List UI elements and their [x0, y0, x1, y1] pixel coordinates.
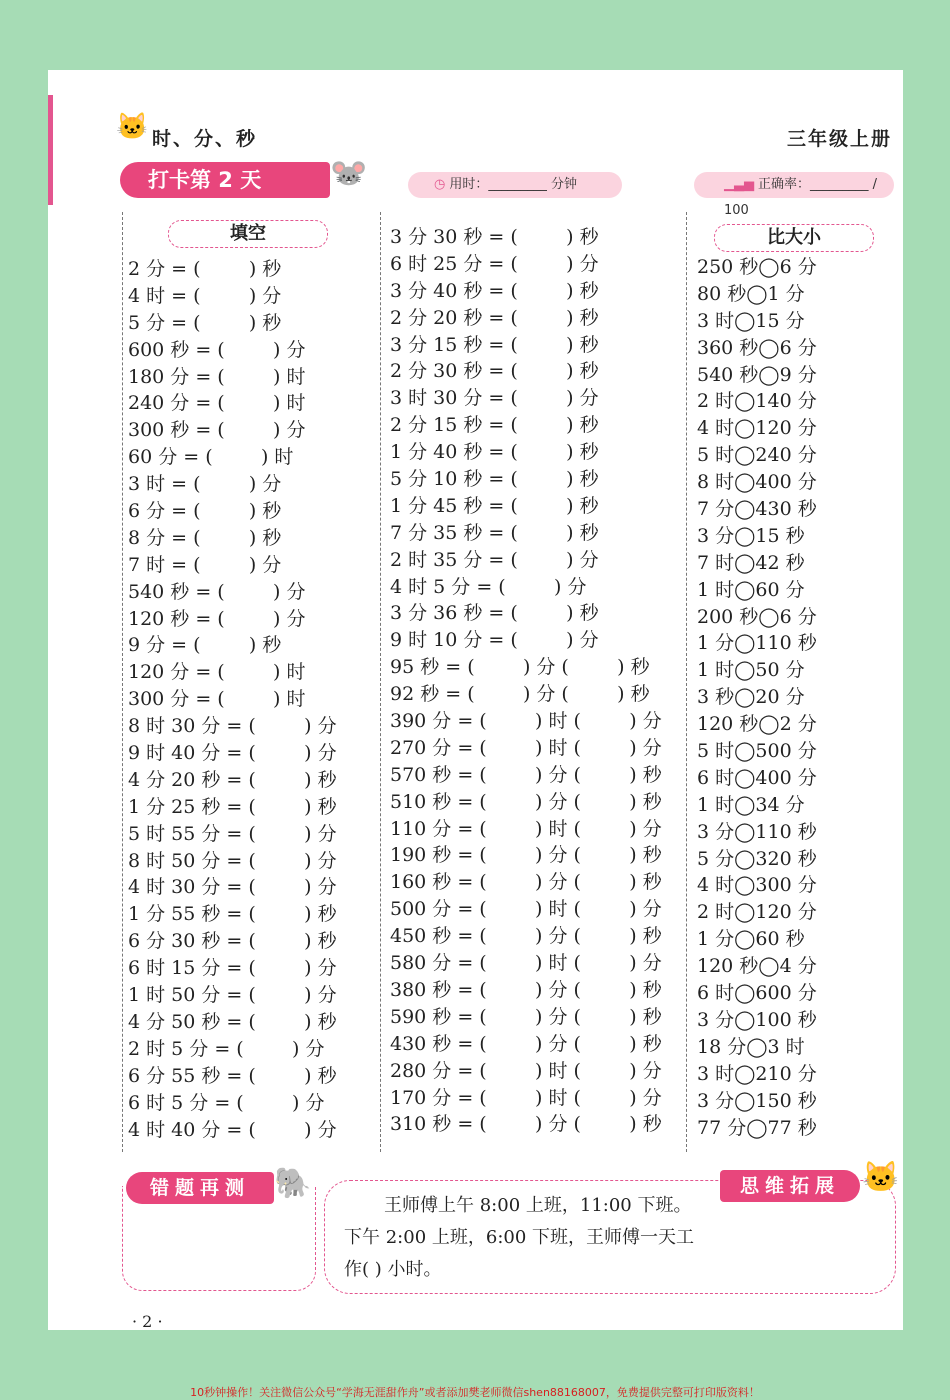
fill-blank-item: 310 秒 = ( ) 分 ( ) 秒 — [390, 1113, 662, 1136]
compare-item: 3 时◯210 分 — [697, 1062, 817, 1085]
day-banner — [120, 162, 330, 198]
fill-blank-item: 8 时 50 分 = ( ) 分 — [128, 849, 337, 872]
word-problem-line2: 下午 2:00 上班，6:00 下班，王师傅一天工 — [344, 1227, 695, 1248]
fill-blank-item: 510 秒 = ( ) 分 ( ) 秒 — [390, 790, 662, 813]
fill-blank-item: 300 分 = ( ) 时 — [128, 688, 306, 711]
fill-blank-item: 190 秒 = ( ) 分 ( ) 秒 — [390, 844, 662, 867]
compare-item: 5 时◯240 分 — [697, 444, 817, 467]
cat-mascot-icon-2: 🐱 — [862, 1160, 900, 1195]
fill-blank-item: 6 时 5 分 = ( ) 分 — [128, 1091, 325, 1114]
compare-item: 1 分◯60 秒 — [697, 928, 805, 951]
compare-item: 2 时◯140 分 — [697, 390, 817, 413]
fill-blank-item: 3 分 36 秒 = ( ) 秒 — [390, 602, 599, 625]
fill-blank-item: 6 时 15 分 = ( ) 分 — [128, 957, 337, 980]
elephant-mascot-icon: 🐘 — [274, 1166, 312, 1201]
fill-blank-item: 380 秒 = ( ) 分 ( ) 秒 — [390, 978, 662, 1001]
fill-blank-item: 9 分 = ( ) 秒 — [128, 634, 282, 657]
fill-blank-item: 8 时 30 分 = ( ) 分 — [128, 715, 337, 738]
fill-blank-item: 9 时 10 分 = ( ) 分 — [390, 629, 599, 652]
compare-item: 8 时◯400 分 — [697, 471, 817, 494]
compare-item: 4 时◯120 分 — [697, 417, 817, 440]
compare-item: 3 秒◯20 分 — [697, 686, 805, 709]
mouse-mascot-icon: 🐭 — [330, 156, 368, 191]
fill-blank-item: 4 时 30 分 = ( ) 分 — [128, 876, 337, 899]
compare-item: 5 时◯500 分 — [697, 740, 817, 763]
fill-blank-item: 95 秒 = ( ) 分 ( ) 秒 — [390, 656, 650, 679]
word-problem-line3: 作( ) 小时。 — [344, 1259, 442, 1280]
fill-blank-item: 3 时 30 分 = ( ) 分 — [390, 387, 599, 410]
fill-blank-item: 3 时 = ( ) 分 — [128, 473, 282, 496]
fill-blank-item: 300 秒 = ( ) 分 — [128, 419, 306, 442]
fill-blank-item: 430 秒 = ( ) 分 ( ) 秒 — [390, 1032, 662, 1055]
fill-blank-item: 9 时 40 分 = ( ) 分 — [128, 742, 337, 765]
compare-item: 3 分◯150 秒 — [697, 1089, 817, 1112]
day-banner-text: 打卡第 2 天 — [148, 168, 262, 192]
fill-blank-item: 6 时 25 分 = ( ) 分 — [390, 252, 599, 275]
compare-item: 77 分◯77 秒 — [697, 1116, 817, 1139]
fill-blank-item: 1 分 25 秒 = ( ) 秒 — [128, 795, 337, 818]
compare-item: 540 秒◯9 分 — [697, 363, 817, 386]
fill-blank-item: 2 时 5 分 = ( ) 分 — [128, 1037, 325, 1060]
compare-item: 1 分◯110 秒 — [697, 632, 817, 655]
fill-blank-item: 5 分 10 秒 = ( ) 秒 — [390, 468, 599, 491]
fill-blank-item: 570 秒 = ( ) 分 ( ) 秒 — [390, 763, 662, 786]
fill-blank-item: 390 分 = ( ) 时 ( ) 分 — [390, 710, 662, 733]
fill-blank-item: 240 分 = ( ) 时 — [128, 392, 306, 415]
time-pill — [408, 172, 622, 198]
fill-blank-item: 5 分 = ( ) 秒 — [128, 311, 282, 334]
compare-item: 1 时◯34 分 — [697, 793, 805, 816]
grade-label: 三年级上册 — [786, 128, 892, 150]
fill-blank-item: 500 分 = ( ) 时 ( ) 分 — [390, 898, 662, 921]
fill-blank-item: 590 秒 = ( ) 分 ( ) 秒 — [390, 1005, 662, 1028]
compare-item: 3 分◯15 秒 — [697, 524, 805, 547]
fill-blank-item: 4 时 5 分 = ( ) 分 — [390, 575, 587, 598]
fill-blank-item: 92 秒 = ( ) 分 ( ) 秒 — [390, 683, 650, 706]
fill-blank-item: 4 分 20 秒 = ( ) 秒 — [128, 768, 337, 791]
column-divider — [380, 212, 381, 1152]
unit-title: 时、分、秒 — [152, 128, 258, 150]
fill-blank-item: 7 分 35 秒 = ( ) 秒 — [390, 521, 599, 544]
fill-blank-tag: 填空 — [168, 220, 328, 248]
fill-blank-item: 170 分 = ( ) 时 ( ) 分 — [390, 1086, 662, 1109]
compare-item: 3 分◯100 秒 — [697, 1008, 817, 1031]
fill-blank-item: 2 分 = ( ) 秒 — [128, 258, 282, 280]
fill-blank-item: 2 时 35 分 = ( ) 分 — [390, 548, 599, 571]
clock-icon: ◷ — [434, 177, 446, 192]
fill-blank-item: 6 分 30 秒 = ( ) 秒 — [128, 930, 337, 953]
fill-blank-item: 540 秒 = ( ) 分 — [128, 580, 306, 603]
fill-blank-item: 3 分 15 秒 = ( ) 秒 — [390, 333, 599, 356]
fill-blank-item: 3 分 30 秒 = ( ) 秒 — [390, 226, 599, 248]
compare-item: 5 分◯320 秒 — [697, 847, 817, 870]
fill-blank-item: 4 时 = ( ) 分 — [128, 284, 282, 307]
fill-blank-item: 7 时 = ( ) 分 — [128, 553, 282, 576]
fill-blank-item: 160 秒 = ( ) 分 ( ) 秒 — [390, 871, 662, 894]
fill-blank-item: 8 分 = ( ) 秒 — [128, 526, 282, 549]
compare-item: 1 时◯60 分 — [697, 578, 805, 601]
compare-item: 7 时◯42 秒 — [697, 551, 805, 574]
accuracy-pill — [694, 172, 894, 218]
fill-blank-item: 2 分 15 秒 = ( ) 秒 — [390, 414, 599, 437]
fill-blank-item: 280 分 = ( ) 时 ( ) 分 — [390, 1059, 662, 1082]
fill-blank-item: 4 时 40 分 = ( ) 分 — [128, 1118, 337, 1141]
bar-chart-icon: ▁▃▅ — [724, 177, 754, 192]
compare-item: 6 时◯400 分 — [697, 766, 817, 789]
compare-column — [697, 254, 817, 1141]
fill-blank-item: 1 分 55 秒 = ( ) 秒 — [128, 903, 337, 926]
compare-tag: 比大小 — [714, 224, 874, 252]
compare-item: 18 分◯3 时 — [697, 1035, 805, 1058]
fill-blank-item: 6 分 = ( ) 秒 — [128, 500, 282, 523]
fill-blank-item: 120 分 = ( ) 时 — [128, 661, 306, 684]
fill-blank-item: 120 秒 = ( ) 分 — [128, 607, 306, 630]
compare-item: 1 时◯50 分 — [697, 659, 805, 682]
retry-tag: 错题再测 — [126, 1172, 274, 1204]
fill-blank-column-1 — [128, 256, 337, 1143]
page-edge-accent — [48, 95, 53, 205]
fill-blank-item: 1 时 50 分 = ( ) 分 — [128, 984, 337, 1007]
fill-blank-item: 1 分 40 秒 = ( ) 秒 — [390, 441, 599, 464]
compare-item: 360 秒◯6 分 — [697, 336, 817, 359]
compare-item: 80 秒◯1 分 — [697, 282, 805, 305]
fill-blank-item: 600 秒 = ( ) 分 — [128, 338, 306, 361]
compare-item: 120 秒◯4 分 — [697, 955, 817, 978]
fill-blank-item: 5 时 55 分 = ( ) 分 — [128, 822, 337, 845]
compare-item: 7 分◯430 秒 — [697, 498, 817, 521]
fill-blank-item: 450 秒 = ( ) 分 ( ) 秒 — [390, 925, 662, 948]
column-divider — [122, 212, 123, 1152]
fill-blank-item: 6 分 55 秒 = ( ) 秒 — [128, 1064, 337, 1087]
fill-blank-item: 180 分 = ( ) 时 — [128, 365, 306, 388]
fill-blank-item: 1 分 45 秒 = ( ) 秒 — [390, 494, 599, 517]
compare-item: 200 秒◯6 分 — [697, 605, 817, 628]
fill-blank-item: 2 分 20 秒 = ( ) 秒 — [390, 306, 599, 329]
compare-item: 250 秒◯6 分 — [697, 256, 817, 278]
compare-item: 3 时◯15 分 — [697, 309, 805, 332]
word-problem-line1: 王师傅上午 8:00 上班，11:00 下班。 — [384, 1195, 692, 1216]
word-problem — [344, 1190, 714, 1286]
fill-blank-column-2 — [390, 224, 662, 1138]
fill-blank-item: 3 分 40 秒 = ( ) 秒 — [390, 279, 599, 302]
fill-blank-item: 110 分 = ( ) 时 ( ) 分 — [390, 817, 662, 840]
page-number: · 2 · — [132, 1312, 163, 1331]
accuracy-text: 正确率：_________ / 100 — [724, 177, 878, 218]
fill-blank-item: 270 分 = ( ) 时 ( ) 分 — [390, 736, 662, 759]
column-divider — [686, 212, 687, 1152]
compare-item: 3 分◯110 秒 — [697, 820, 817, 843]
compare-item: 2 时◯120 分 — [697, 901, 817, 924]
fill-blank-item: 60 分 = ( ) 时 — [128, 446, 294, 469]
compare-item: 4 时◯300 分 — [697, 874, 817, 897]
footer-note: 10秒钟操作！关注微信公众号“学海无涯甜作舟”或者添加樊老师微信shen88168007，免费提供完整可打印版资料！ — [190, 1386, 760, 1399]
fill-blank-item: 2 分 30 秒 = ( ) 秒 — [390, 360, 599, 383]
compare-item: 120 秒◯2 分 — [697, 713, 817, 736]
cat-mascot-icon: 🐱 — [116, 112, 149, 142]
fill-blank-item: 4 分 50 秒 = ( ) 秒 — [128, 1010, 337, 1033]
compare-item: 6 时◯600 分 — [697, 982, 817, 1005]
extend-tag: 思维拓展 — [720, 1170, 860, 1202]
time-text: 用时：_________ 分钟 — [449, 177, 577, 192]
fill-blank-item: 580 分 = ( ) 时 ( ) 分 — [390, 952, 662, 975]
